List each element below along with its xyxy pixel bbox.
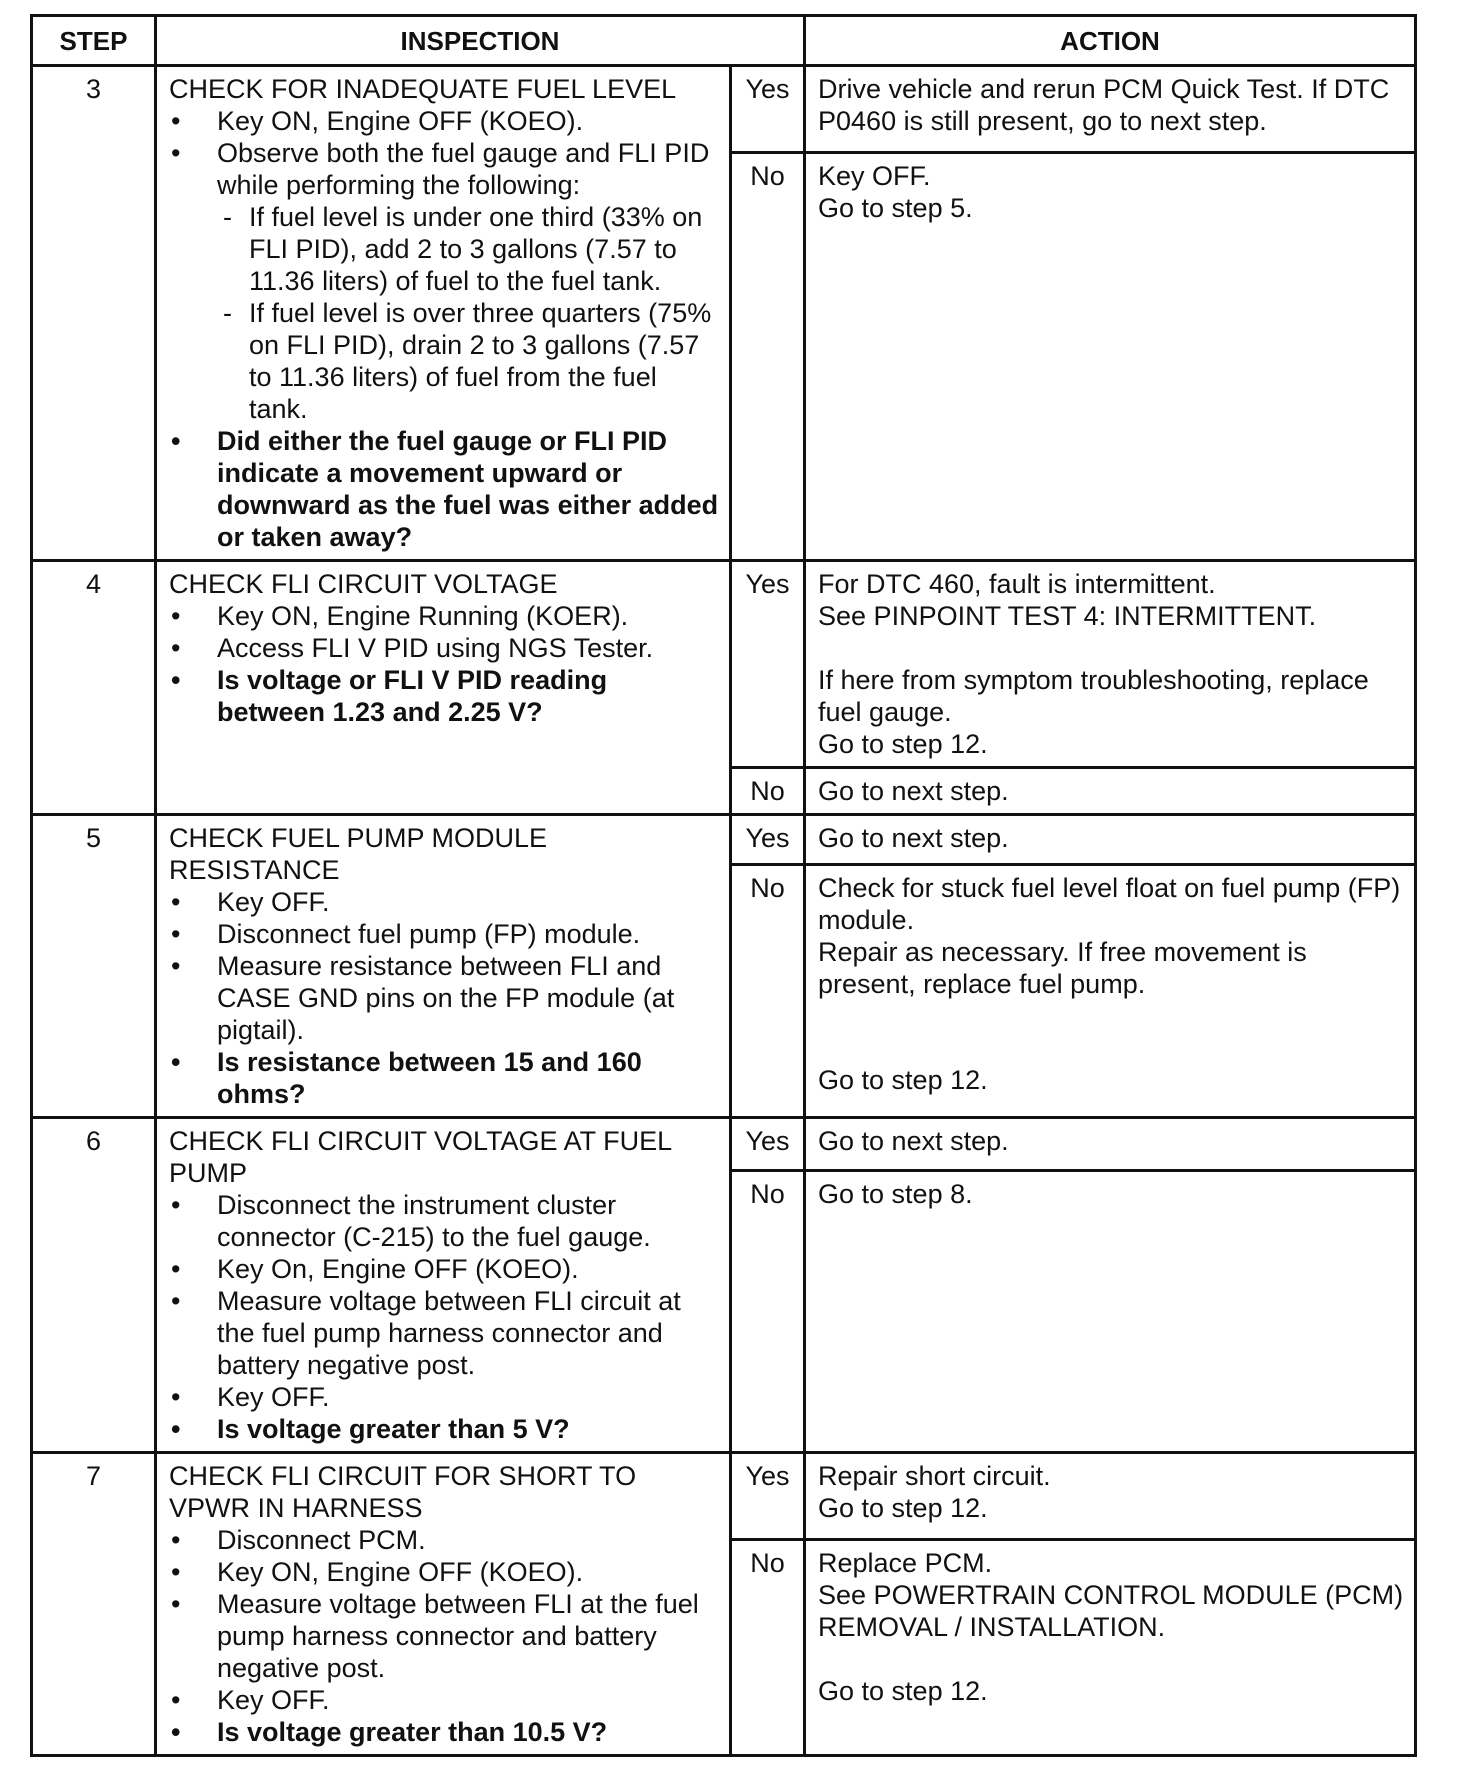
inspection-question: • Is resistance between 15 and 160 ohms?	[169, 1046, 721, 1110]
bullet-item: • Measure voltage between FLI circuit at the fuel pump harness connector and battery negative post.	[169, 1285, 721, 1381]
bullet-item: • Disconnect the instrument cluster connector (C-215) to the fuel gauge.	[169, 1189, 721, 1253]
inspection-question: • Did either the fuel gauge or FLI PID indicate a movement upward or downward as the fuel was either added or taken away?	[169, 425, 721, 553]
step-number: 6	[32, 1118, 156, 1453]
spacer	[818, 632, 1408, 664]
step-number: 4	[32, 561, 156, 815]
inspection-cell	[156, 815, 731, 1118]
action-line: Go to next step.	[818, 1126, 1009, 1156]
answer-yes: Yes	[731, 1453, 805, 1540]
table-row	[32, 66, 1416, 153]
action-line: Check for stuck fuel level float on fuel pump (FP) module.	[818, 872, 1401, 935]
inspection-title: CHECK FLI CIRCUIT VOLTAGE AT FUEL PUMP	[169, 1126, 672, 1188]
action-line: If here from symptom troubleshooting, replace fuel gauge.	[818, 665, 1369, 727]
answer-yes: Yes	[731, 1118, 805, 1171]
inspection-title: CHECK FLI CIRCUIT VOLTAGE	[169, 569, 558, 599]
bullet-item: • Access FLI V PID using NGS Tester.	[169, 632, 721, 664]
action-yes	[805, 1118, 1416, 1171]
inspection-question: • Is voltage or FLI V PID reading between 1.23 and 2.25 V?	[169, 664, 721, 728]
inspection-cell	[156, 1453, 731, 1756]
answer-no: No	[731, 153, 805, 561]
answer-yes: Yes	[731, 561, 805, 768]
bullet-item: • Measure voltage between FLI at the fuel pump harness connector and battery negative post.	[169, 1588, 721, 1684]
bullet-item: • Key On, Engine OFF (KOEO).	[169, 1253, 721, 1285]
bullet-item	[169, 137, 721, 425]
spacer	[818, 1000, 1408, 1064]
answer-no: No	[731, 1540, 805, 1756]
table-row	[32, 815, 1416, 865]
sub-bullet-item: - If fuel level is over three quarters (75% on FLI PID), drain 2 to 3 gallons (7.57 to 11.36 liters) of fuel from the fuel tank.	[217, 297, 721, 425]
action-yes	[805, 66, 1416, 153]
answer-yes: Yes	[731, 815, 805, 865]
action-no	[805, 153, 1416, 561]
action-line: Go to step 5.	[818, 193, 973, 224]
bullet-item: • Measure resistance between FLI and CASE GND pins on the FP module (at pigtail).	[169, 950, 721, 1046]
answer-no: No	[731, 1170, 805, 1452]
inspection-cell	[156, 1118, 731, 1453]
action-line: Repair short circuit.	[818, 1461, 1051, 1491]
bullet-item: • Key ON, Engine Running (KOER).	[169, 600, 721, 632]
action-line: For DTC 460, fault is intermittent.	[818, 569, 1216, 599]
action-line: Drive vehicle and rerun PCM Quick Test. If DTC P0460 is still present, go to next step.	[818, 74, 1390, 136]
action-no	[805, 768, 1416, 815]
action-line: Key OFF.	[818, 161, 931, 192]
action-line: Go to step 12.	[818, 729, 988, 759]
step-number: 7	[32, 1453, 156, 1756]
inspection-bullets	[169, 1524, 721, 1748]
answer-no: No	[731, 768, 805, 815]
bullet-item: • Key OFF.	[169, 1381, 721, 1413]
step-number: 5	[32, 815, 156, 1118]
action-no	[805, 1540, 1416, 1756]
inspection-bullets	[169, 886, 721, 1110]
inspection-cell	[156, 561, 731, 815]
action-line: Go to step 12.	[818, 1493, 988, 1523]
action-line: Go to step 12.	[818, 1064, 988, 1095]
bullet-item: • Key OFF.	[169, 886, 721, 918]
spacer	[818, 1643, 1408, 1675]
sub-bullets	[217, 201, 721, 425]
action-line: Repair as necessary. If free movement is present, replace fuel pump.	[818, 936, 1307, 999]
action-no	[805, 864, 1416, 1117]
inspection-question: • Is voltage greater than 10.5 V?	[169, 1716, 721, 1748]
diagnostic-table-page	[30, 14, 1414, 1757]
action-line: See POWERTRAIN CONTROL MODULE (PCM) REMOVAL / INSTALLATION.	[818, 1580, 1404, 1643]
bullet-item: • Disconnect PCM.	[169, 1524, 721, 1556]
answer-no: No	[731, 864, 805, 1117]
action-line: Go to next step.	[818, 823, 1009, 853]
table-row	[32, 561, 1416, 768]
answer-yes: Yes	[731, 66, 805, 153]
action-line: Go to step 8.	[818, 1178, 973, 1209]
action-yes	[805, 561, 1416, 768]
bullet-text: Observe both the fuel gauge and FLI PID while performing the following:	[217, 138, 710, 200]
inspection-bullets	[169, 600, 721, 728]
table-row	[32, 1118, 1416, 1171]
action-yes	[805, 815, 1416, 865]
bullet-item: • Key ON, Engine OFF (KOEO).	[169, 1556, 721, 1588]
bullet-item: • Disconnect fuel pump (FP) module.	[169, 918, 721, 950]
table-header-row	[32, 16, 1416, 66]
inspection-question: • Is voltage greater than 5 V?	[169, 1413, 721, 1445]
action-line: Go to step 12.	[818, 1676, 988, 1707]
inspection-bullets	[169, 1189, 721, 1445]
inspection-title: CHECK FOR INADEQUATE FUEL LEVEL	[169, 74, 677, 104]
bullet-item: • Key OFF.	[169, 1684, 721, 1716]
action-line: Replace PCM.	[818, 1548, 993, 1579]
action-yes	[805, 1453, 1416, 1540]
header-inspection: INSPECTION	[156, 16, 805, 66]
inspection-bullets	[169, 105, 721, 553]
bullet-item: • Key ON, Engine OFF (KOEO).	[169, 105, 721, 137]
header-step: STEP	[32, 16, 156, 66]
inspection-cell	[156, 66, 731, 561]
action-no	[805, 1170, 1416, 1452]
pinpoint-test-table	[30, 14, 1417, 1757]
inspection-title: CHECK FLI CIRCUIT FOR SHORT TO VPWR IN HARNESS	[169, 1461, 637, 1523]
header-action: ACTION	[805, 16, 1416, 66]
action-line: Go to next step.	[818, 776, 1009, 806]
inspection-title: CHECK FUEL PUMP MODULE RESISTANCE	[169, 823, 548, 885]
sub-bullet-item: - If fuel level is under one third (33% on FLI PID), add 2 to 3 gallons (7.57 to 11.36 liters) of fuel to the fuel tank.	[217, 201, 721, 297]
action-line: See PINPOINT TEST 4: INTERMITTENT.	[818, 601, 1317, 631]
table-row	[32, 1453, 1416, 1540]
step-number: 3	[32, 66, 156, 561]
